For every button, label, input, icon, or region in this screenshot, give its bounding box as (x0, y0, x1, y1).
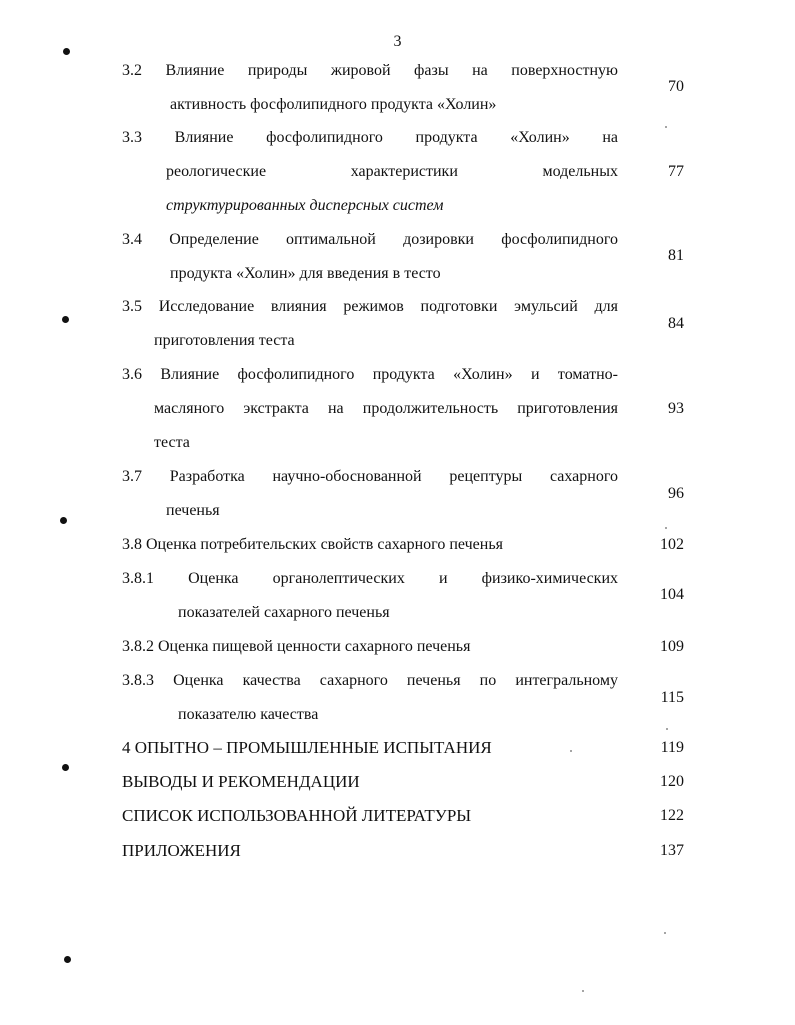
toc-entry-line: СПИСОК ИСПОЛЬЗОВАННОЙ ЛИТЕРАТУРЫ (122, 806, 472, 825)
scan-speck (664, 932, 666, 934)
toc-page-ref: 104 (660, 586, 684, 603)
toc-entry-conclusions (122, 765, 618, 799)
toc-entry-line: приготовления теста (154, 332, 295, 349)
toc-entry-line: 3.6 Влияние фосфолипидного продукта «Холин» и томатно- (122, 366, 618, 383)
toc-entry-line: показателю качества (178, 706, 319, 723)
toc-entry-line: показателей сахарного печенья (178, 604, 390, 621)
toc-entry-line: ПРИЛОЖЕНИЯ (122, 841, 241, 860)
toc-entry-line: реологические характеристики модельных (166, 163, 618, 180)
toc-entry-line: продукта «Холин» для введения в тесто (170, 265, 441, 282)
toc-page-ref: 77 (668, 163, 684, 180)
toc-page-ref: 115 (660, 689, 684, 706)
toc-entry-3-4 (122, 223, 618, 291)
toc-entry-4 (122, 731, 618, 765)
toc-entry-line: печенья (166, 502, 220, 519)
toc-entry-line: 3.5 Исследование влияния режимов подготовки эмульсий для (122, 298, 618, 315)
binding-hole (62, 316, 69, 323)
toc-entry-3-8-2 (122, 630, 618, 664)
toc-page-ref: 137 (660, 842, 684, 859)
binding-hole (64, 956, 71, 963)
toc-entry-line: ВЫВОДЫ И РЕКОМЕНДАЦИИ (122, 772, 360, 791)
toc-entry-3-2 (122, 54, 618, 122)
toc-entry-line: 3.3 Влияние фосфолипидного продукта «Холин» на (122, 129, 618, 146)
toc-entry-line: 3.8.2 Оценка пищевой ценности сахарного печенья (122, 638, 471, 655)
toc-page-ref: 109 (660, 638, 684, 655)
scan-speck (666, 728, 668, 730)
binding-hole (63, 48, 70, 55)
toc-entry-line: 3.8.3 Оценка качества сахарного печенья по интегральному (122, 672, 618, 689)
toc-page-ref: 122 (660, 807, 684, 824)
binding-hole (60, 517, 67, 524)
scan-speck (582, 990, 584, 992)
toc-entry-3-8-3 (122, 664, 618, 732)
toc-entry-3-8-1 (122, 562, 618, 630)
toc-entry-3-3 (122, 121, 618, 223)
toc-page-ref: 120 (660, 773, 684, 790)
toc-page-ref: 70 (668, 78, 684, 95)
toc-entry-line: масляного экстракта на продолжительность приготовления (154, 400, 618, 417)
binding-hole (62, 764, 69, 771)
toc-entry-3-6 (122, 358, 618, 460)
scan-speck (665, 126, 667, 128)
toc-entry-3-5 (122, 290, 618, 358)
toc-page-ref: 102 (660, 536, 684, 553)
toc-entry-line: 3.8 Оценка потребительских свойств сахарного печенья (122, 536, 503, 553)
toc-entry-line: активность фосфолипидного продукта «Холин» (170, 96, 497, 113)
toc-entry-line: 3.4 Определение оптимальной дозировки фосфолипидного (122, 231, 618, 248)
toc-entry-line: структурированных дисперсных систем (166, 197, 444, 214)
toc-entry-references (122, 799, 618, 833)
toc-entry-3-7 (122, 460, 618, 528)
toc-page-ref: 96 (668, 485, 684, 502)
toc-entry-line: 3.8.1 Оценка органолептических и физико-химических (122, 570, 618, 587)
toc-page-ref: 93 (668, 400, 684, 417)
toc-entry-line: 4 ОПЫТНО – ПРОМЫШЛЕННЫЕ ИСПЫТАНИЯ (122, 738, 492, 757)
toc-page-ref: 84 (668, 315, 684, 332)
toc-entry-appendices (122, 834, 618, 868)
toc-page-ref: 119 (660, 739, 684, 756)
toc-entry-line: 3.7 Разработка научно-обоснованной рецептуры сахарного (122, 468, 618, 485)
page-number: 3 (393, 33, 402, 50)
toc-entry-line: 3.2 Влияние природы жировой фазы на поверхностную (122, 62, 618, 79)
toc-page-ref: 81 (668, 247, 684, 264)
toc-entry-line: теста (154, 434, 190, 451)
toc-entry-3-8 (122, 528, 618, 562)
